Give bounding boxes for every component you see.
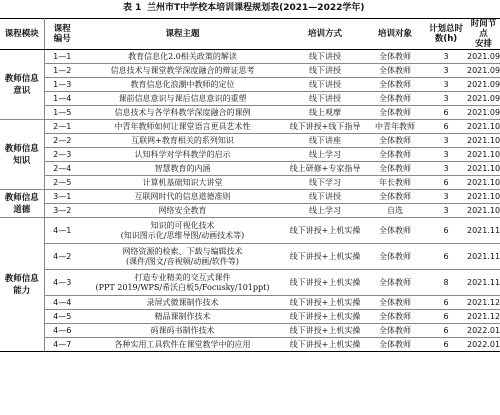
planned-hours: 3 xyxy=(425,204,467,218)
text-line: 信息技术与课堂教学深度融合的辩证思考 xyxy=(110,65,255,75)
training-method xyxy=(285,92,365,106)
text-line: 线下讲座 xyxy=(309,135,341,145)
text-line: 教师信息 xyxy=(4,273,39,284)
training-audience: 全体教师 xyxy=(365,92,425,106)
training-method xyxy=(285,120,365,134)
text-line: 教师信息 xyxy=(4,73,39,84)
course-topic xyxy=(80,106,285,120)
training-audience: 自选 xyxy=(365,204,425,218)
text-line: 线上研修+专家指导 xyxy=(289,163,361,173)
text-line: 计算机基础知识大讲堂 xyxy=(142,177,223,187)
training-method xyxy=(285,134,365,148)
header-method xyxy=(285,19,365,50)
course-code: 4—1 xyxy=(44,218,80,244)
schedule-time: 2021.09 xyxy=(467,92,500,106)
training-audience: 全体教师 xyxy=(365,270,425,296)
text-line: 打造专业精美的交互式课件 xyxy=(134,272,231,282)
course-topic xyxy=(80,244,285,270)
text-line: 线下讲授 xyxy=(309,93,341,103)
text-line: 教师信息 xyxy=(4,192,39,203)
course-topic xyxy=(80,78,285,92)
planned-hours: 6 xyxy=(425,106,467,120)
training-method xyxy=(285,310,365,324)
training-audience: 全体教师 xyxy=(365,106,425,120)
planned-hours: 3 xyxy=(425,92,467,106)
course-topic xyxy=(80,148,285,162)
schedule-time: 2021.11 xyxy=(467,270,500,296)
training-method xyxy=(285,190,365,204)
text-line: 线上学习 xyxy=(309,205,341,215)
text-line: 教师信息 xyxy=(4,143,39,154)
schedule-time: 2021.12 xyxy=(467,296,500,310)
header-schedule xyxy=(467,19,500,50)
course-topic xyxy=(80,296,285,310)
text-line: (PPT 2019/WPS/希沃白板5/Focusky/101ppt) xyxy=(95,282,270,292)
table-row xyxy=(0,296,500,310)
table-row xyxy=(0,134,500,148)
course-code: 2—5 xyxy=(44,176,80,190)
course-topic xyxy=(80,218,285,244)
text-line: 各种实用工具软件在课堂教学中的应用 xyxy=(114,339,251,349)
course-code: 1—3 xyxy=(44,78,80,92)
header-row xyxy=(0,19,500,50)
schedule-time: 2021.09 xyxy=(467,78,500,92)
text-line: 时间节点 xyxy=(470,19,497,39)
course-topic xyxy=(80,204,285,218)
schedule-time: 2021.11 xyxy=(467,244,500,270)
course-topic xyxy=(80,338,285,352)
text-line: 智慧教育的内涵 xyxy=(154,163,211,173)
schedule-time: 2021.10 xyxy=(467,162,500,176)
table-row xyxy=(0,270,500,296)
training-audience: 全体教师 xyxy=(365,218,425,244)
training-method xyxy=(285,204,365,218)
table-row xyxy=(0,244,500,270)
table-row xyxy=(0,106,500,120)
planned-hours: 3 xyxy=(425,64,467,78)
course-topic xyxy=(80,50,285,64)
text-line: 意识 xyxy=(13,85,31,96)
planned-hours: 3 xyxy=(425,148,467,162)
table-row xyxy=(0,64,500,78)
table-row xyxy=(0,162,500,176)
course-code: 2—2 xyxy=(44,134,80,148)
training-method xyxy=(285,324,365,338)
training-audience: 全体教师 xyxy=(365,148,425,162)
planned-hours: 6 xyxy=(425,244,467,270)
training-method xyxy=(285,338,365,352)
schedule-time: 2021.10 xyxy=(467,134,500,148)
course-topic xyxy=(80,270,285,296)
training-audience: 全体教师 xyxy=(365,78,425,92)
text-line: 道德 xyxy=(13,204,31,215)
course-code: 1—5 xyxy=(44,106,80,120)
table-row xyxy=(0,120,500,134)
training-method xyxy=(285,176,365,190)
header-module xyxy=(0,19,44,50)
text-line: 线下讲授+上机实操 xyxy=(289,251,361,261)
table-row xyxy=(0,338,500,352)
module-cell xyxy=(0,190,44,218)
text-line: 课程模块 xyxy=(4,29,39,39)
text-line: 线上观摩 xyxy=(309,107,341,117)
text-line: 录屏式微课制作技术 xyxy=(146,297,219,307)
table-caption xyxy=(0,0,500,16)
header-hours xyxy=(425,19,467,50)
planned-hours: 6 xyxy=(425,218,467,244)
header-code xyxy=(44,19,80,50)
text-line: 线下讲授+上机实操 xyxy=(289,225,361,235)
text-line: 线上学习 xyxy=(309,149,341,159)
course-topic xyxy=(80,64,285,78)
course-topic xyxy=(80,176,285,190)
schedule-time: 2021.10 xyxy=(467,176,500,190)
course-plan-table xyxy=(0,18,500,352)
text-line: 线下讲授 xyxy=(309,51,341,61)
course-topic xyxy=(80,162,285,176)
table-body xyxy=(0,50,500,352)
text-line: 中青年教师如何让课堂语言更具艺术性 xyxy=(114,121,251,131)
text-line: 培训对象 xyxy=(377,29,412,39)
text-line: 课程 xyxy=(53,24,71,34)
table-row xyxy=(0,148,500,162)
text-line: 知识 xyxy=(13,155,31,166)
training-method xyxy=(285,296,365,310)
course-topic xyxy=(80,324,285,338)
training-method xyxy=(285,162,365,176)
text-line: 线下讲授+上机实操 xyxy=(289,277,361,287)
module-cell xyxy=(0,50,44,120)
table-row xyxy=(0,218,500,244)
text-line: 线下讲授 xyxy=(309,65,341,75)
text-line: 数(h) xyxy=(434,34,458,44)
training-method xyxy=(285,244,365,270)
text-line: 课前信息意识与课后信息意识的重塑 xyxy=(118,93,247,103)
text-line: 课程主题 xyxy=(165,29,200,39)
text-line: 线下学习 xyxy=(309,177,341,187)
planned-hours: 3 xyxy=(425,134,467,148)
table-title: 兰州市T中学校本培训课程规划表(2021—2022学年) xyxy=(147,3,365,13)
text-line: (知识图示化/思维导图/动画技术等) xyxy=(120,230,245,240)
planned-hours: 6 xyxy=(425,338,467,352)
training-audience: 全体教师 xyxy=(365,310,425,324)
text-line: 码课码书制作技术 xyxy=(150,325,215,335)
course-code: 4—3 xyxy=(44,270,80,296)
course-code: 2—3 xyxy=(44,148,80,162)
course-topic xyxy=(80,190,285,204)
training-method xyxy=(285,78,365,92)
course-code: 3—2 xyxy=(44,204,80,218)
text-line: 网络资源的检索、下载与编辑技术 xyxy=(122,246,243,256)
planned-hours: 8 xyxy=(425,270,467,296)
text-line: 互联网时代的信息道德准则 xyxy=(134,191,231,201)
schedule-time: 2021.10 xyxy=(467,120,500,134)
course-code: 4—7 xyxy=(44,338,80,352)
text-line: 安排 xyxy=(474,39,492,49)
planned-hours: 6 xyxy=(425,324,467,338)
text-line: 认知科学对学科教学的启示 xyxy=(134,149,231,159)
schedule-time: 2021.09 xyxy=(467,64,500,78)
table-number: 表 1 xyxy=(123,3,142,13)
schedule-time: 2021.10 xyxy=(467,148,500,162)
schedule-time: 2021.11 xyxy=(467,218,500,244)
training-method xyxy=(285,218,365,244)
training-audience: 全体教师 xyxy=(365,338,425,352)
text-line: 互联网+教育相关的系列知识 xyxy=(131,135,234,145)
training-audience: 中青年教师 xyxy=(365,120,425,134)
course-topic xyxy=(80,120,285,134)
header-topic xyxy=(80,19,285,50)
text-line: 教育信息化2.0相关政策的解读 xyxy=(128,51,237,61)
course-code: 4—5 xyxy=(44,310,80,324)
schedule-time: 2021.10 xyxy=(467,204,500,218)
table-row xyxy=(0,50,500,64)
training-method xyxy=(285,106,365,120)
schedule-time: 2022.01 xyxy=(467,324,500,338)
training-method xyxy=(285,50,365,64)
course-code: 1—2 xyxy=(44,64,80,78)
text-line: (课件/图文/音视频/动画/软件等) xyxy=(125,256,240,266)
text-line: 线下讲授+上机实操 xyxy=(289,339,361,349)
text-line: 知识的可视化技术 xyxy=(150,220,215,230)
training-audience: 年长教师 xyxy=(365,176,425,190)
course-topic xyxy=(80,92,285,106)
course-code: 4—4 xyxy=(44,296,80,310)
training-audience: 全体教师 xyxy=(365,244,425,270)
course-code: 3—1 xyxy=(44,190,80,204)
training-method xyxy=(285,64,365,78)
training-audience: 全体教师 xyxy=(365,162,425,176)
text-line: 精品课制作技术 xyxy=(154,311,211,321)
planned-hours: 6 xyxy=(425,310,467,324)
planned-hours: 6 xyxy=(425,120,467,134)
schedule-time: 2021.09 xyxy=(467,106,500,120)
schedule-time: 2021.12 xyxy=(467,310,500,324)
planned-hours: 6 xyxy=(425,296,467,310)
text-line: 线下讲授+上机实操 xyxy=(289,311,361,321)
training-audience: 全体教师 xyxy=(365,64,425,78)
text-line: 线下讲授+上机实操 xyxy=(289,325,361,335)
text-line: 编号 xyxy=(53,34,71,44)
planned-hours: 3 xyxy=(425,162,467,176)
schedule-time: 2021.09 xyxy=(467,50,500,64)
training-audience: 全体教师 xyxy=(365,296,425,310)
planned-hours: 3 xyxy=(425,78,467,92)
training-audience: 全体教师 xyxy=(365,324,425,338)
course-code: 1—4 xyxy=(44,92,80,106)
course-code: 2—1 xyxy=(44,120,80,134)
text-line: 培训方式 xyxy=(307,29,342,39)
training-audience: 全体教师 xyxy=(365,50,425,64)
text-line: 线下讲授 xyxy=(309,191,341,201)
table-row xyxy=(0,176,500,190)
module-cell xyxy=(0,218,44,352)
course-topic xyxy=(80,310,285,324)
training-method xyxy=(285,148,365,162)
text-line: 计划总时 xyxy=(428,24,463,34)
text-line: 能力 xyxy=(13,285,31,296)
planned-hours: 3 xyxy=(425,190,467,204)
text-line: 教育信息化浪潮中教师的定位 xyxy=(130,79,235,89)
schedule-time: 2022.01 xyxy=(467,338,500,352)
training-audience: 全体教师 xyxy=(365,190,425,204)
text-line: 线下讲授 xyxy=(309,79,341,89)
table-row xyxy=(0,310,500,324)
table-row xyxy=(0,190,500,204)
planned-hours: 6 xyxy=(425,176,467,190)
text-line: 信息技术与各学科教学深度融合的课例 xyxy=(114,107,251,117)
text-line: 线下讲授+线下指导 xyxy=(289,121,361,131)
text-line: 网络安全教育 xyxy=(158,205,207,215)
course-code: 4—6 xyxy=(44,324,80,338)
table-row xyxy=(0,78,500,92)
table-row xyxy=(0,204,500,218)
text-line: 线下讲授+上机实操 xyxy=(289,297,361,307)
course-code: 4—2 xyxy=(44,244,80,270)
schedule-time: 2021.10 xyxy=(467,190,500,204)
table-row xyxy=(0,92,500,106)
module-cell xyxy=(0,120,44,190)
training-method xyxy=(285,270,365,296)
table-row xyxy=(0,324,500,338)
course-code: 2—4 xyxy=(44,162,80,176)
course-topic xyxy=(80,134,285,148)
training-audience: 全体教师 xyxy=(365,134,425,148)
planned-hours: 3 xyxy=(425,50,467,64)
course-code: 1—1 xyxy=(44,50,80,64)
header-audience xyxy=(365,19,425,50)
